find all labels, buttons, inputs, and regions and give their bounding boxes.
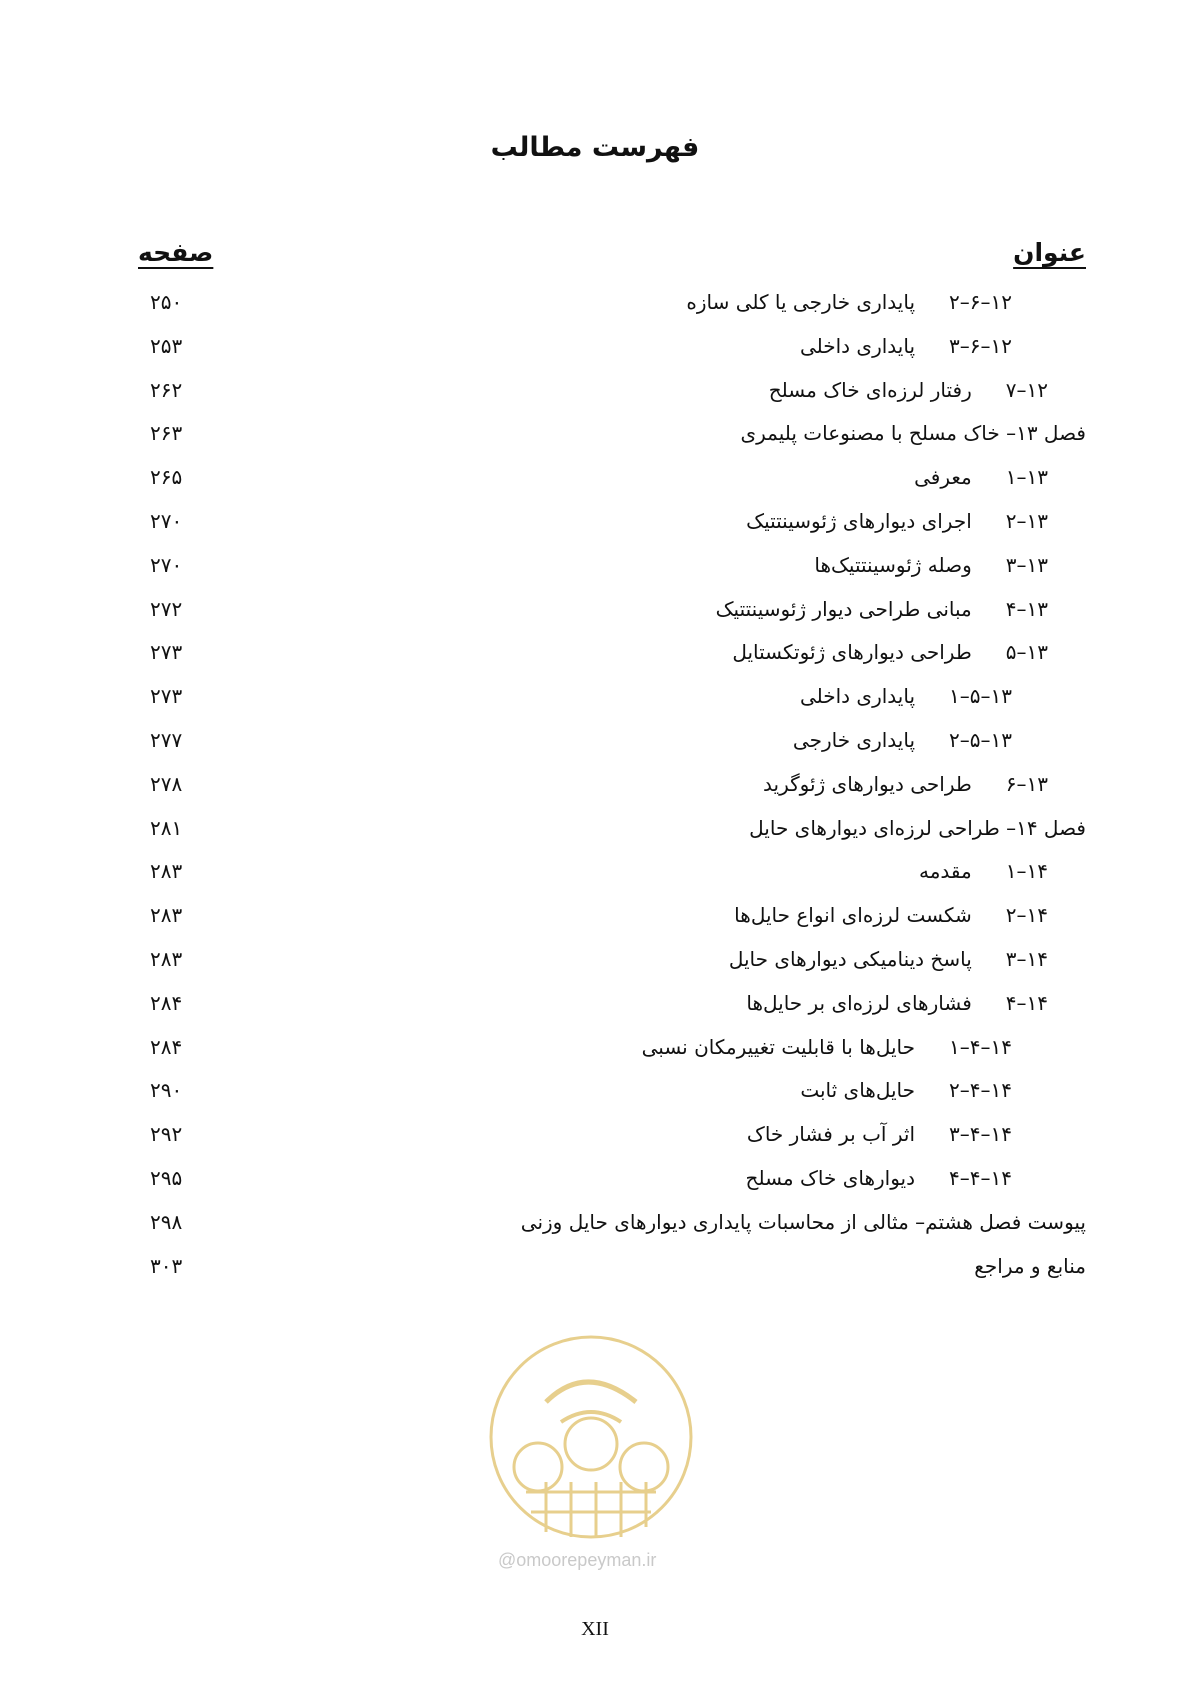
toc-row (0, 983, 1190, 1029)
toc-row (0, 764, 1190, 810)
toc-entry-title: طراحی دیوارهای ژئوتکستایل (732, 640, 972, 665)
toc-row (0, 1070, 1190, 1116)
page-title: فهرست مطالب (490, 132, 700, 163)
toc-entry (746, 509, 1048, 533)
toc-entry (747, 1122, 1012, 1146)
toc-row (0, 545, 1190, 591)
page-number: XII (581, 1618, 609, 1640)
toc-entry-title: وصله ژئوسینتتیک‌ها (814, 552, 972, 577)
toc-entry-title: پاسخ دینامیکی دیوارهای حایل (728, 947, 972, 971)
toc-row (0, 1027, 1190, 1073)
toc-entry-number: ۱۳–۵–۱ (949, 684, 1012, 709)
toc-page-number: ۲۸۳ (150, 859, 183, 884)
toc-row (0, 282, 1190, 328)
column-header-topic: عنوان (1013, 238, 1086, 267)
watermark-logo-icon (486, 1332, 696, 1542)
toc-entry-title: حایل‌ها با قابلیت تغییرمکان نسبی (641, 1034, 916, 1059)
toc-entry (919, 859, 1048, 883)
toc-page-number: ۲۹۵ (150, 1166, 183, 1190)
toc-entry (642, 1035, 1012, 1059)
toc-entry-number: ۱۳–۲ (1005, 509, 1048, 533)
toc-row (0, 676, 1190, 722)
toc-page-number: ۲۹۲ (150, 1122, 183, 1147)
toc-entry-title: معرفی (914, 465, 972, 490)
toc-entry-title: فصل ۱۳– خاک مسلح با مصنوعات پلیمری (740, 421, 1086, 446)
toc-row (0, 1246, 1190, 1292)
toc-entry (686, 290, 1012, 314)
toc-entry-title: رفتار لرزه‌ای خاک مسلح (768, 377, 972, 402)
toc-entry-title: اجرای دیوارهای ژئوسینتتیک (746, 509, 972, 533)
toc-entry-number: ۱۴–۱ (1005, 859, 1048, 884)
toc-row (0, 632, 1190, 678)
toc-page-number: ۲۷۷ (150, 728, 183, 752)
toc-row (0, 370, 1190, 416)
toc-entry-title: مقدمه (919, 859, 972, 884)
toc-entry-title: پیوست فصل هشتم– مثالی از محاسبات پایداری دیوارهای حایل وزنی (520, 1209, 1086, 1234)
toc-page-number: ۲۷۳ (150, 640, 183, 665)
toc-entry-number: ۱۳–۱ (1005, 465, 1048, 490)
toc-entry-number: ۱۲–۷ (1005, 377, 1048, 402)
toc-page-number: ۲۸۴ (150, 1034, 183, 1059)
toc-entry (800, 334, 1012, 358)
toc-entry-number: ۱۴–۴–۴ (949, 1166, 1012, 1190)
table-of-contents (0, 282, 1190, 1392)
toc-entry (749, 816, 1086, 840)
toc-row (0, 589, 1190, 635)
toc-entry (800, 684, 1012, 708)
toc-entry-number: ۱۳–۵–۲ (949, 728, 1012, 752)
toc-entry (521, 1210, 1086, 1234)
toc-entry (734, 903, 1048, 927)
toc-entry-title: فشارهای لرزه‌ای بر حایل‌ها (746, 990, 972, 1015)
toc-page-number: ۳۰۳ (150, 1253, 183, 1278)
toc-row (0, 1114, 1190, 1160)
toc-entry (793, 728, 1012, 752)
toc-entry-title: مبانی طراحی دیوار ژئوسینتتیک (715, 596, 972, 621)
toc-entry (763, 772, 1048, 796)
toc-entry (732, 640, 1048, 664)
toc-row (0, 1158, 1190, 1204)
toc-entry (814, 553, 1048, 577)
toc-row (0, 720, 1190, 766)
toc-row (0, 895, 1190, 941)
column-header-page: صفحه (138, 238, 214, 267)
toc-page-number: ۲۷۲ (150, 596, 183, 621)
toc-entry-number: ۱۴–۴–۳ (949, 1122, 1012, 1147)
toc-entry-title: فصل ۱۴– طراحی لرزه‌ای دیوارهای حایل (749, 815, 1086, 840)
watermark-url: @omoorepeyman.ir (498, 1550, 657, 1570)
toc-entry-number: ۱۲–۶–۲ (949, 290, 1012, 314)
toc-entry-title: حایل‌های ثابت (800, 1078, 916, 1103)
toc-entry (914, 465, 1048, 489)
toc-entry (729, 947, 1048, 971)
toc-page-number: ۲۹۸ (150, 1209, 183, 1234)
toc-entry-title: دیوارهای خاک مسلح (745, 1166, 916, 1190)
toc-entry (769, 378, 1048, 402)
toc-page-number: ۲۶۲ (150, 377, 183, 402)
toc-row (0, 501, 1190, 547)
toc-entry (974, 1254, 1086, 1278)
toc-page-number: ۲۷۰ (150, 509, 183, 533)
toc-page-number: ۲۸۱ (150, 815, 183, 840)
toc-entry-title: پایداری خارجی یا کلی سازه (686, 290, 916, 314)
toc-row (0, 808, 1190, 854)
toc-page-number: ۲۶۳ (150, 421, 183, 446)
toc-entry-title: پایداری داخلی (799, 333, 916, 358)
toc-entry-title: پایداری داخلی (799, 684, 916, 709)
toc-entry-number: ۱۳–۵ (1005, 640, 1048, 665)
toc-row (0, 851, 1190, 897)
toc-row (0, 326, 1190, 372)
toc-page-number: ۲۹۰ (150, 1078, 183, 1103)
toc-entry-number: ۱۴–۳ (1005, 947, 1048, 971)
toc-entry-title: پایداری خارجی (792, 728, 916, 752)
toc-entry (746, 1166, 1012, 1190)
toc-entry-number: ۱۴–۴ (1005, 990, 1048, 1015)
toc-entry-title: طراحی دیوارهای ژئوگرید (763, 771, 972, 796)
toc-page-number: ۲۷۸ (150, 771, 183, 796)
toc-entry (800, 1078, 1012, 1102)
toc-entry-number: ۱۴–۴–۲ (949, 1078, 1012, 1103)
toc-page-number: ۲۸۳ (150, 903, 183, 928)
toc-row (0, 457, 1190, 503)
toc-entry-number: ۱۲–۶–۳ (949, 333, 1012, 358)
toc-entry-title: شکست لرزه‌ای انواع حایل‌ها (734, 903, 972, 928)
toc-entry (746, 991, 1048, 1015)
toc-entry-number: ۱۴–۴–۱ (949, 1034, 1012, 1059)
toc-page-number: ۲۸۳ (150, 947, 183, 971)
toc-entry-number: ۱۳–۴ (1005, 596, 1048, 621)
toc-row (0, 1202, 1190, 1248)
toc-page-number: ۲۵۳ (150, 333, 183, 358)
toc-page-number: ۲۷۳ (150, 684, 183, 709)
toc-entry-title: منابع و مراجع (974, 1253, 1086, 1278)
toc-row (0, 413, 1190, 459)
toc-entry (716, 597, 1048, 621)
toc-entry-title: اثر آب بر فشار خاک (746, 1122, 916, 1147)
toc-page-number: ۲۶۵ (150, 465, 183, 490)
toc-page-number: ۲۵۰ (150, 290, 183, 314)
toc-page-number: ۲۷۰ (150, 552, 183, 577)
toc-entry (740, 421, 1086, 445)
toc-row (0, 939, 1190, 985)
toc-entry-number: ۱۳–۳ (1005, 552, 1048, 577)
toc-entry-number: ۱۴–۲ (1005, 903, 1048, 928)
toc-entry-number: ۱۳–۶ (1005, 771, 1048, 796)
toc-page-number: ۲۸۴ (150, 990, 183, 1015)
